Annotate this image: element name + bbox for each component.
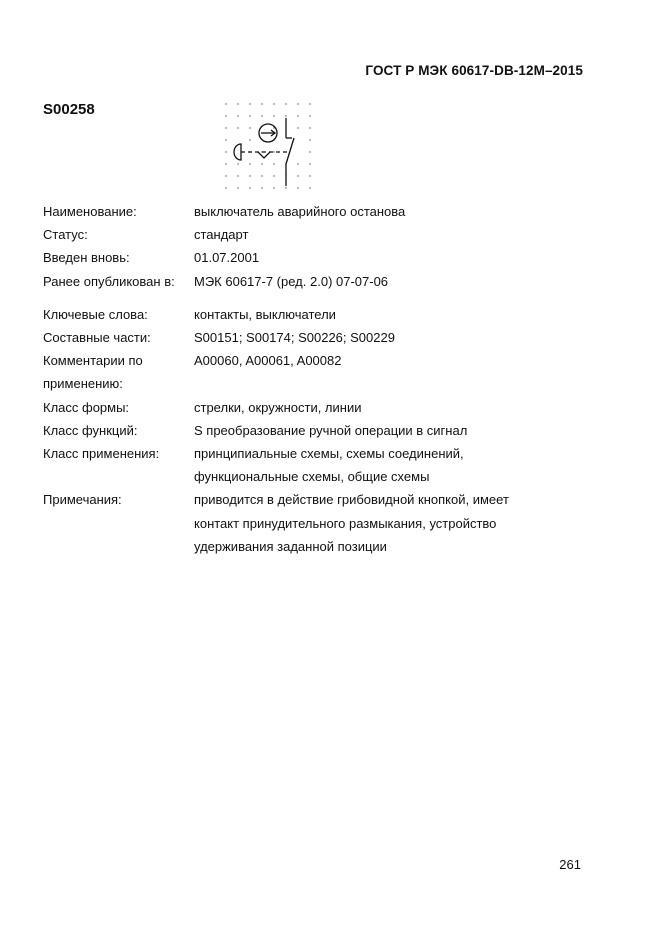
field-label: Класс применения: [43, 446, 160, 462]
field-label: Класс формы: [43, 399, 130, 415]
field-value: стандарт [194, 227, 249, 243]
group-spacer [43, 293, 603, 303]
field-value: контакты, выключатели [194, 306, 336, 322]
field-notes [43, 488, 603, 558]
emergency-stop-switch-symbol-icon [222, 98, 318, 194]
field-label: Статус: [43, 227, 88, 243]
field-value: 01.07.2001 [194, 250, 260, 266]
field-value: приводится в действие грибовидной кнопкой, имеет контакт принудительного размыкания, устройство удерживания заданной позиции [194, 492, 509, 554]
field-value: S00151; S00174; S00226; S00229 [194, 330, 395, 346]
field-keywords [43, 303, 603, 326]
field-name [43, 200, 603, 223]
field-function-class [43, 419, 603, 442]
field-label: Введен вновь: [43, 250, 130, 266]
field-label: Ключевые слова: [43, 306, 148, 322]
field-status [43, 223, 603, 246]
field-value: принципиальные схемы, схемы соединений, функциональные схемы, общие схемы [194, 446, 464, 485]
page-number: 261 [559, 857, 581, 872]
field-label: Класс функций: [43, 422, 138, 438]
field-value: A00060, A00061, A00082 [194, 353, 342, 369]
field-label: Наименование: [43, 204, 137, 219]
field-parts [43, 326, 603, 349]
field-value: S преобразование ручной операции в сигнал [194, 422, 468, 438]
mushroom-head [234, 144, 241, 160]
field-previously-published [43, 270, 603, 293]
field-introduced [43, 246, 603, 269]
field-value: МЭК 60617-7 (ред. 2.0) 07-07-06 [194, 273, 389, 289]
field-value: стрелки, окружности, линии [194, 399, 362, 415]
symbol-code: S00258 [43, 101, 95, 118]
symbol-properties [43, 200, 603, 558]
field-application-class [43, 442, 603, 488]
field-label: Ранее опубликован в: [43, 273, 175, 289]
field-label: Комментарии по применению: [43, 353, 143, 392]
field-application-notes [43, 349, 603, 395]
field-label: Примечания: [43, 492, 122, 508]
grid-dots [225, 103, 310, 188]
document-header: ГОСТ Р МЭК 60617-DB-12M–2015 [365, 63, 583, 78]
field-shape-class [43, 396, 603, 419]
field-label: Составные части: [43, 330, 151, 346]
field-value: выключатель аварийного останова [194, 204, 406, 219]
